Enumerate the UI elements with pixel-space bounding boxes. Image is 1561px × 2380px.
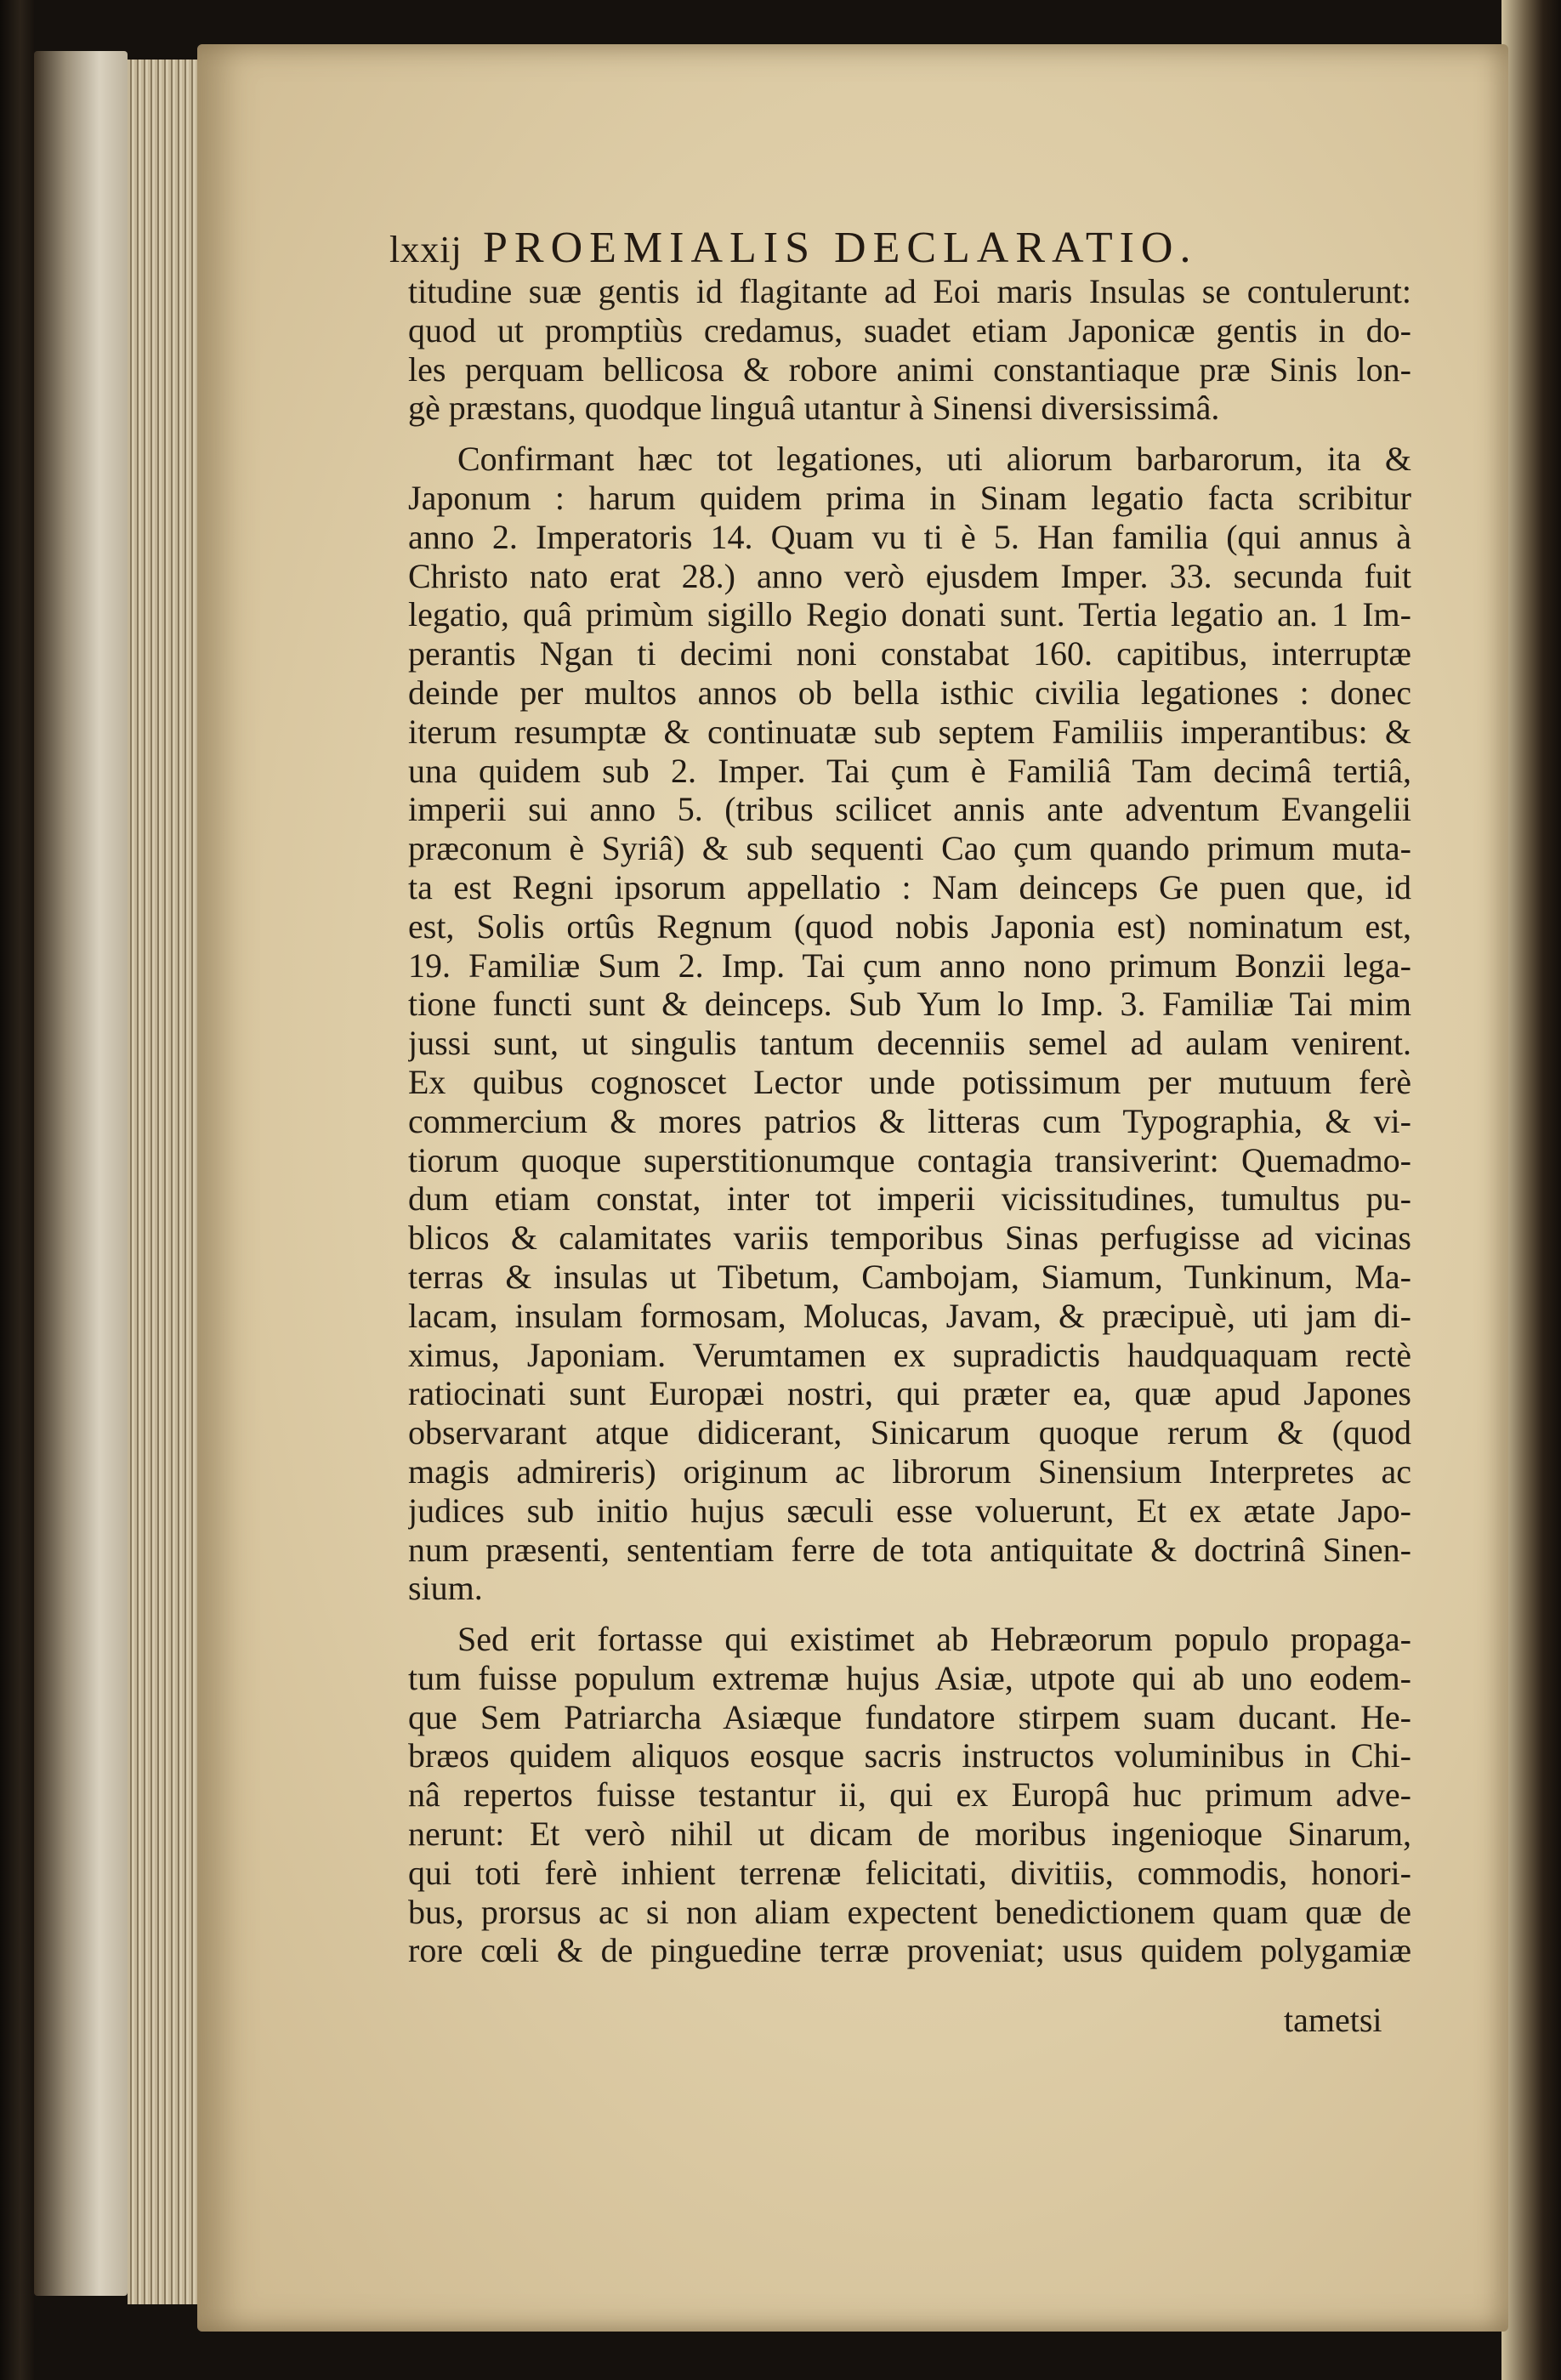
text-line: nâ repertos fuisse testantur ii, qui ex Europâ huc primum adve- [408,1775,1411,1815]
paragraph [408,1620,1411,1970]
text-line: imperii sui anno 5. (tribus scilicet annis ante adventum Evangelii [408,790,1411,829]
paragraph-gap [408,428,1411,440]
text-line: tione functi sunt & deinceps. Sub Yum lo Imp. 3. Familiæ Tai mim [408,985,1411,1024]
facing-page-edge [1501,0,1561,2380]
text-line: ta est Regni ipsorum appellatio : Nam deinceps Ge puen que, id [408,867,1411,906]
catchword: tametsi [1284,2001,1382,2039]
text-line: rore cœli & de pinguedine terræ proveniat; usus quidem polygamiæ [408,1931,1411,1970]
text-line: jussi sunt, ut singulis tantum decenniis semel ad aulam venirent. [408,1024,1411,1063]
text-line: ximus, Japoniam. Verumtamen ex supradictis haudquaquam rectè [408,1335,1411,1374]
text-line: tiorum quoque superstitionumque contagia transiverint: Quemadmo- [408,1140,1411,1179]
book-board-edge [34,51,128,2296]
text-line: iterum resumptæ & continuatæ sub septem Familiis imperantibus: & [408,712,1411,751]
paragraph-gap [408,1608,1411,1620]
text-line: terras & insulas ut Tibetum, Cambojam, Siamum, Tunkinum, Ma- [408,1257,1411,1296]
text-line: num præsenti, sententiam ferre de tota antiquitate & doctrinâ Sinen- [408,1530,1411,1569]
text-line: Sed erit fortasse qui existimet ab Hebræorum populo propaga- [457,1620,1411,1659]
text-line: legatio, quâ primùm sigillo Regio donati sunt. Tertia legatio an. 1 Im- [408,595,1411,634]
text-line: lacam, insulam formosam, Molucas, Javam, & præcipuè, uti jam di- [408,1296,1411,1335]
text-line: bræos quidem aliquos eosque sacris instructos voluminibus in Chi- [408,1736,1411,1775]
text-line: est, Solis ortûs Regnum (quod nobis Japonia est) nominatum est, [408,906,1411,946]
text-line: sium. [408,1569,483,1608]
text-line: una quidem sub 2. Imper. Tai çum è Familiâ Tam decimâ tertiâ, [408,751,1411,790]
running-title: PROEMIALIS DECLARATIO. [483,224,1198,272]
text-line: deinde per multos annos ob bella isthic civilia legationes : donec [408,673,1411,712]
text-line: magis admireris) originum ac librorum Sinensium Interpretes ac [408,1451,1411,1491]
text-line: quod ut promptiùs credamus, suadet etiam Japonicæ gentis in do- [408,310,1411,349]
page-header [389,223,1325,274]
paragraph [408,272,1411,428]
text-line: Christo nato erat 28.) anno verò ejusdem Imper. 33. secunda fuit [408,556,1411,595]
text-line: commercium & mores patrios & litteras cum Typographia, & vi- [408,1101,1411,1140]
text-line: gè præstans, quodque linguâ utantur à Sinensi diversissimâ. [408,389,1220,428]
text-line: que Sem Patriarcha Asiæque fundatore stirpem suam ducant. He- [408,1697,1411,1736]
text-line: ratiocinati sunt Europæi nostri, qui præter ea, quæ apud Japones [408,1374,1411,1413]
text-line: Ex quibus cognoscet Lector unde potissimum per mutuum ferè [408,1062,1411,1101]
text-line: les perquam bellicosa & robore animi constantiaque præ Sinis lon- [408,349,1411,389]
body-text [408,272,1411,1970]
text-line: Confirmant hæc tot legationes, uti aliorum barbarorum, ita & [457,440,1411,479]
text-line: dum etiam constat, inter tot imperii vicissitudines, tumultus pu- [408,1179,1411,1218]
page-block-edges [128,60,204,2304]
page-number: lxxij [389,229,463,270]
text-line: anno 2. Imperatoris 14. Quam vu ti è 5. Han familia (qui annus à [408,517,1411,556]
text-line: blicos & calamitates variis temporibus Sinas perfugisse ad vicinas [408,1218,1411,1258]
text-line: 19. Familiæ Sum 2. Imp. Tai çum anno nono primum Bonzii lega- [408,946,1411,985]
text-line: tum fuisse populum extremæ hujus Asiæ, utpote qui ab uno eodem- [408,1658,1411,1697]
text-line: bus, prorsus ac si non aliam expectent benedictionem quam quæ de [408,1892,1411,1931]
text-line: nerunt: Et verò nihil ut dicam de moribus ingenioque Sinarum, [408,1815,1411,1854]
binding-strap [0,0,34,2380]
text-line: observarant atque didicerant, Sinicarum quoque rerum & (quod [408,1413,1411,1452]
paragraph [408,440,1411,1608]
text-line: Japonum : harum quidem prima in Sinam legatio facta scribitur [408,478,1411,517]
text-line: qui toti ferè inhient terrenæ felicitati, divitiis, commodis, honori- [408,1853,1411,1892]
text-line: judices sub initio hujus sæculi esse voluerunt, Et ex ætate Japo- [408,1491,1411,1530]
text-line: præconum è Syriâ) & sub sequenti Cao çum quando primum muta- [408,829,1411,868]
text-line: titudine suæ gentis id flagitante ad Eoi maris Insulas se contulerunt: [408,272,1411,310]
text-line: perantis Ngan ti decimi noni constabat 160. capitibus, interruptæ [408,634,1411,673]
